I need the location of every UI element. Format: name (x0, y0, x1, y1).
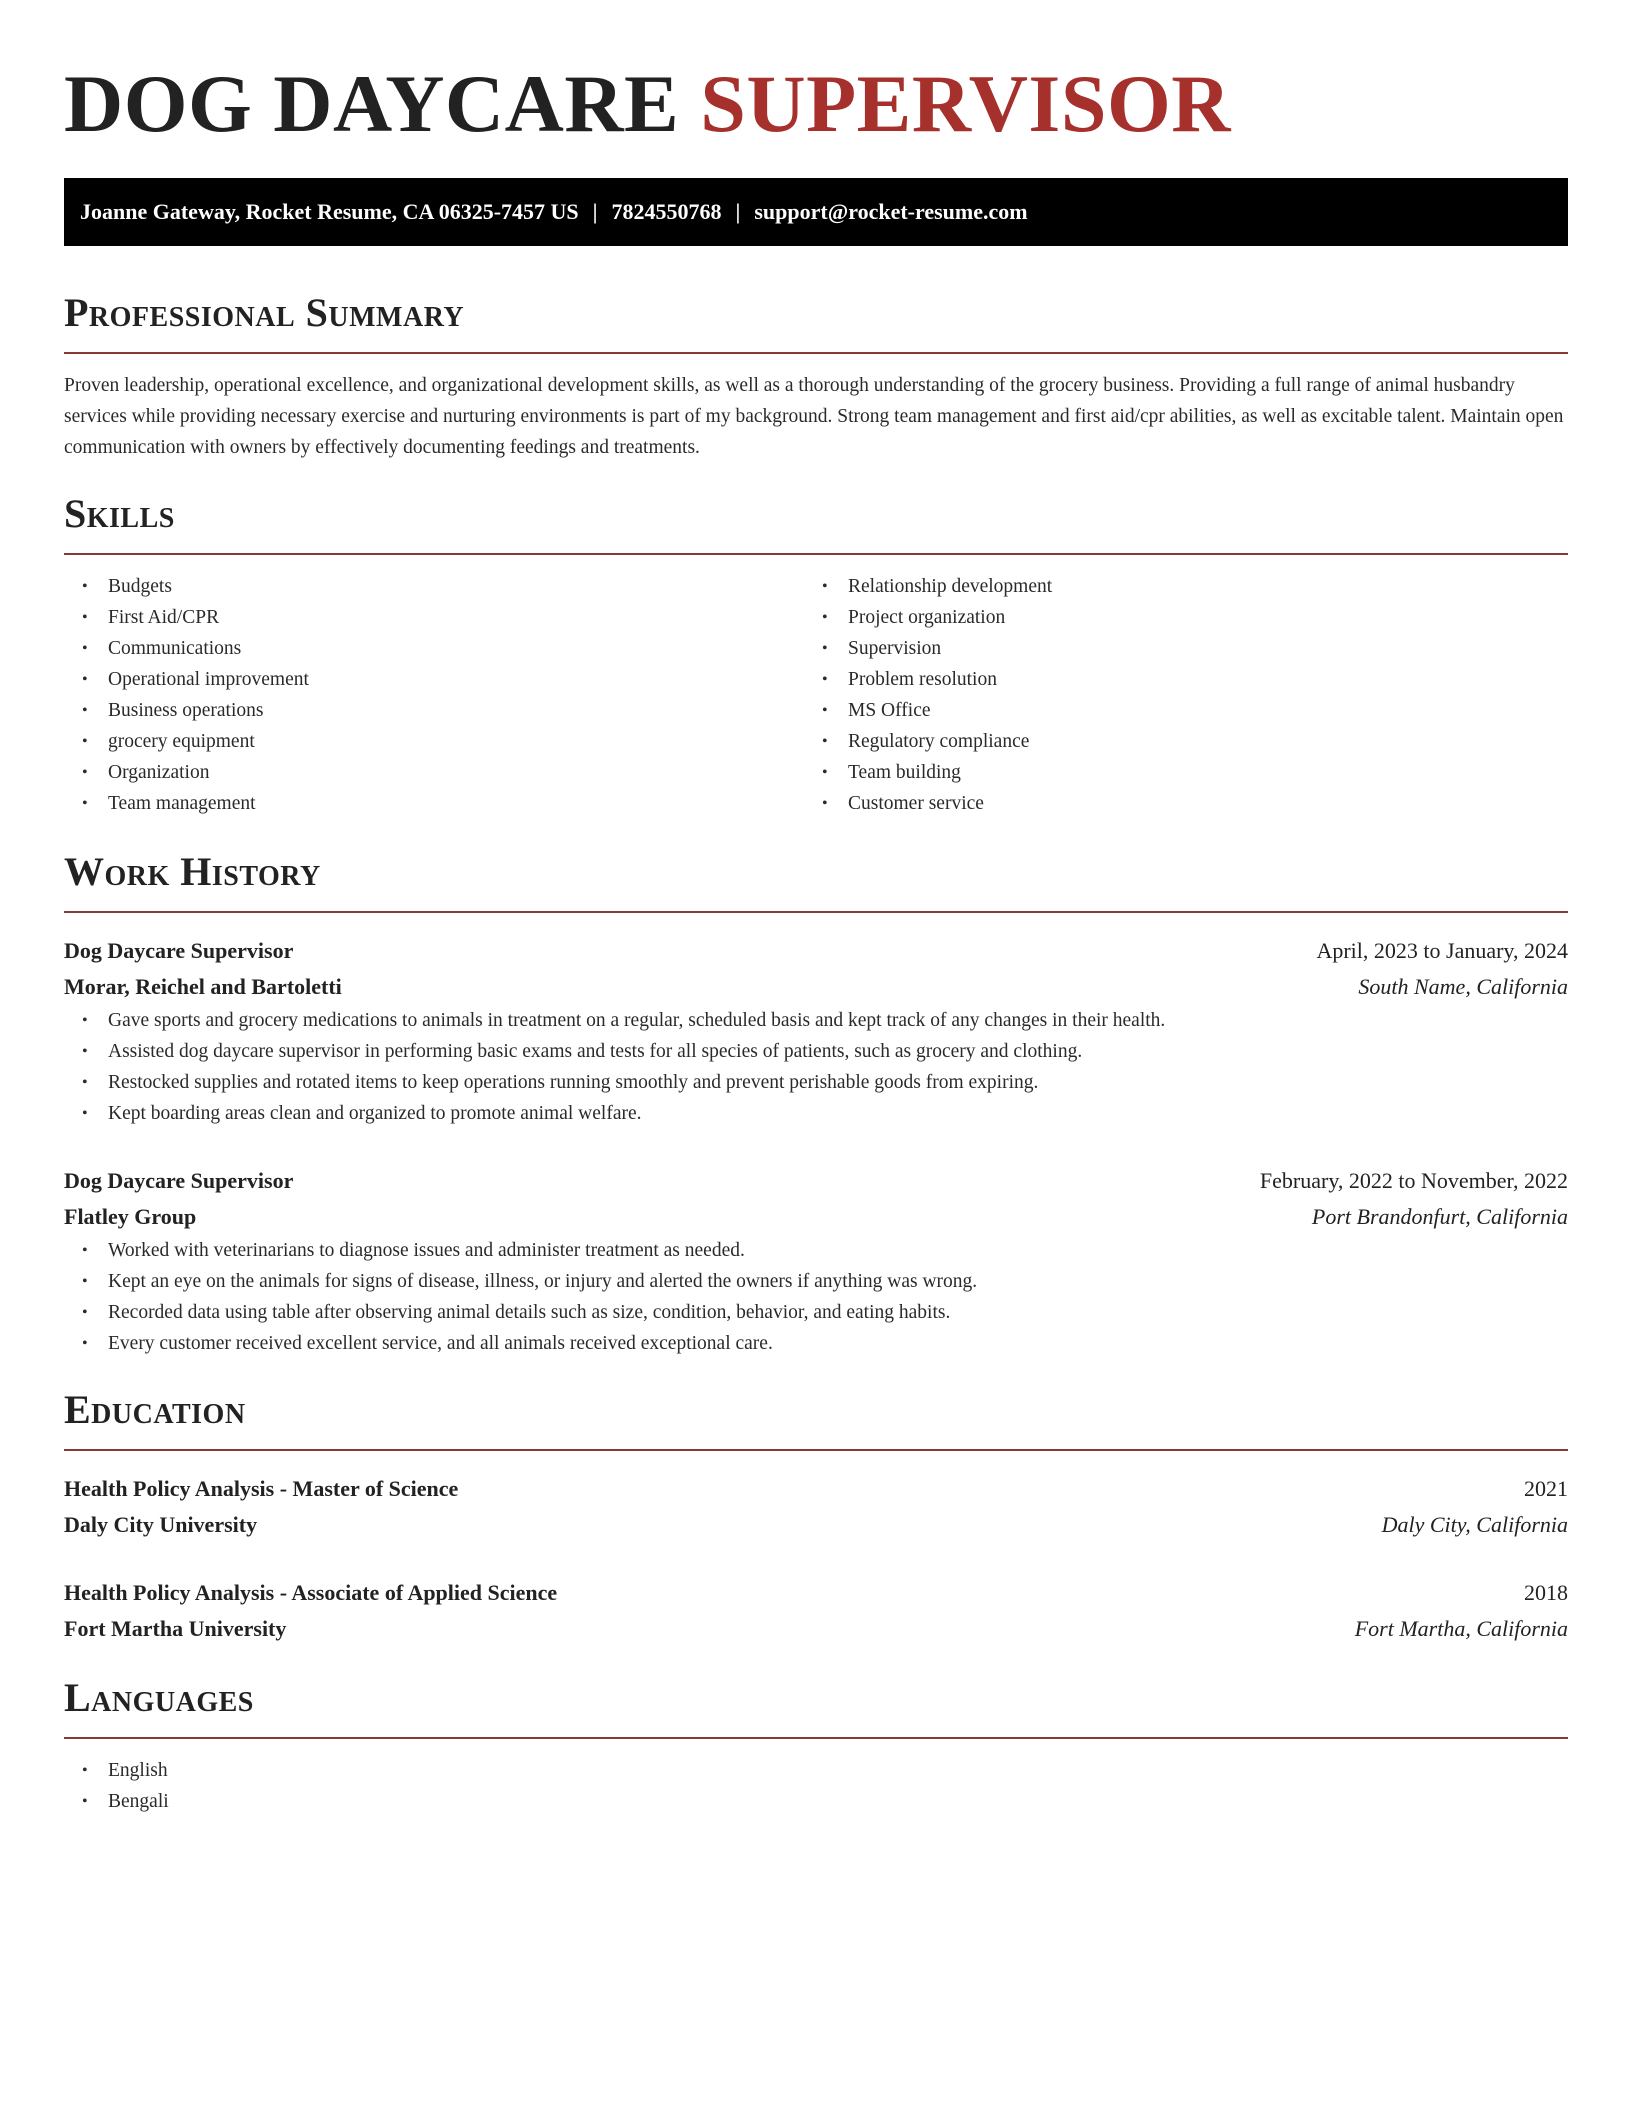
section-divider (64, 553, 1568, 555)
skills-heading: Skills (64, 491, 175, 536)
job-title-row (64, 933, 1568, 969)
duty-item: • Kept an eye on the animals for signs of disease, illness, or injury and alerted the owners if anything was wrong. (82, 1271, 978, 1292)
skill-item: • Regulatory compliance (822, 731, 1030, 752)
contact-phone: 7824550768 (611, 199, 722, 224)
job-title: Dog Daycare Supervisor (64, 1168, 294, 1193)
degree-row (64, 1575, 1568, 1611)
job-company-row (64, 969, 1568, 1005)
degree-year: 2021 (1524, 1476, 1568, 1501)
skill-item: • Problem resolution (822, 669, 997, 690)
skills-section (64, 489, 1568, 819)
job-title-row (64, 1163, 1568, 1199)
job-duties (64, 1005, 1568, 1129)
job-entry (64, 933, 1568, 1129)
duty-item: • Restocked supplies and rotated items to keep operations running smoothly and prevent perishable goods from expiring. (82, 1072, 1039, 1093)
section-divider (64, 911, 1568, 913)
section-divider (64, 1449, 1568, 1451)
duty-item: • Gave sports and grocery medications to animals in treatment on a regular, scheduled basis and kept track of any changes in their health. (82, 1010, 1166, 1031)
language-item: • English (82, 1760, 168, 1781)
school-location: Fort Martha, California (1354, 1616, 1568, 1641)
contact-bar (64, 178, 1568, 246)
section-divider (64, 352, 1568, 354)
job-dates: February, 2022 to November, 2022 (1259, 1168, 1568, 1193)
title-main: DOG DAYCARE (64, 58, 680, 149)
title-accent: SUPERVISOR (700, 58, 1231, 149)
education-entry (64, 1575, 1568, 1647)
summary-text: Proven leadership, operational excellence, and organizational development skills, as well as a thorough understanding of the grocery business. Providing a full range of animal husbandry services while providing necessary exercise and nurturing environments is part of my background. Strong team management and first aid/cpr abilities, as well as excitable talent. Maintain open communication with owners by effectively documenting feedings and treatments. (64, 375, 1564, 458)
resume-title (64, 0, 1568, 152)
skill-item: • Project organization (822, 607, 1006, 628)
summary-heading: Professional Summary (64, 290, 465, 335)
job-location: Port Brandonfurt, California (1311, 1204, 1568, 1229)
skill-item: • Organization (82, 762, 210, 783)
school-name: Daly City University (64, 1512, 258, 1537)
school-row (64, 1507, 1568, 1543)
resume-page (64, 0, 1568, 1817)
section-divider (64, 1737, 1568, 1739)
school-name: Fort Martha University (64, 1616, 287, 1641)
contact-separator: | (735, 199, 741, 224)
languages-section (64, 1673, 1568, 1817)
languages-heading: Languages (64, 1675, 254, 1720)
education-heading: Education (64, 1387, 246, 1432)
skill-item: • Team building (822, 762, 961, 783)
contact-address: Joanne Gateway, Rocket Resume, CA 06325-7457 US (80, 199, 579, 224)
skill-item: • Operational improvement (82, 669, 309, 690)
skill-item: • Supervision (822, 638, 942, 659)
skill-item: • Customer service (822, 793, 984, 814)
skill-item: • Communications (82, 638, 242, 659)
language-item: • Bengali (82, 1791, 169, 1812)
skill-item: • Relationship development (822, 576, 1053, 597)
degree-row (64, 1471, 1568, 1507)
degree-name: Health Policy Analysis - Associate of Applied Science (64, 1580, 558, 1605)
skills-list-left (64, 571, 804, 819)
duty-item: • Assisted dog daycare supervisor in performing basic exams and tests for all species of patients, such as grocery and clothing. (82, 1041, 1083, 1062)
duty-item: • Worked with veterinarians to diagnose issues and administer treatment as needed. (82, 1240, 745, 1261)
duty-item: • Recorded data using table after observing animal details such as size, condition, behavior, and eating habits. (82, 1302, 951, 1323)
education-section (64, 1385, 1568, 1647)
skill-item: • Budgets (82, 576, 172, 597)
duty-item: • Every customer received excellent service, and all animals received exceptional care. (82, 1333, 773, 1354)
school-row (64, 1611, 1568, 1647)
job-duties (64, 1235, 1568, 1359)
education-entry (64, 1471, 1568, 1543)
degree-year: 2018 (1524, 1580, 1568, 1605)
duty-item: • Kept boarding areas clean and organized to promote animal welfare. (82, 1103, 642, 1124)
contact-separator: | (592, 199, 598, 224)
job-company-row (64, 1199, 1568, 1235)
skills-list-right (804, 571, 1544, 819)
work-section (64, 847, 1568, 1359)
languages-list (64, 1755, 1568, 1817)
summary-section (64, 288, 1568, 463)
skill-item: • Team management (82, 793, 256, 814)
job-company: Flatley Group (64, 1204, 197, 1229)
job-entry (64, 1163, 1568, 1359)
degree-name: Health Policy Analysis - Master of Science (64, 1476, 459, 1501)
job-dates: April, 2023 to January, 2024 (1316, 938, 1568, 963)
contact-email: support@rocket-resume.com (754, 199, 1028, 224)
job-company: Morar, Reichel and Bartoletti (64, 974, 342, 999)
skills-grid (64, 571, 1568, 819)
skill-item: • grocery equipment (82, 731, 255, 752)
skill-item: • Business operations (82, 700, 264, 721)
skill-item: • MS Office (822, 700, 931, 721)
work-heading: Work History (64, 849, 321, 894)
skill-item: • First Aid/CPR (82, 607, 220, 628)
job-title: Dog Daycare Supervisor (64, 938, 294, 963)
school-location: Daly City, California (1381, 1512, 1568, 1537)
job-location: South Name, California (1358, 974, 1568, 999)
